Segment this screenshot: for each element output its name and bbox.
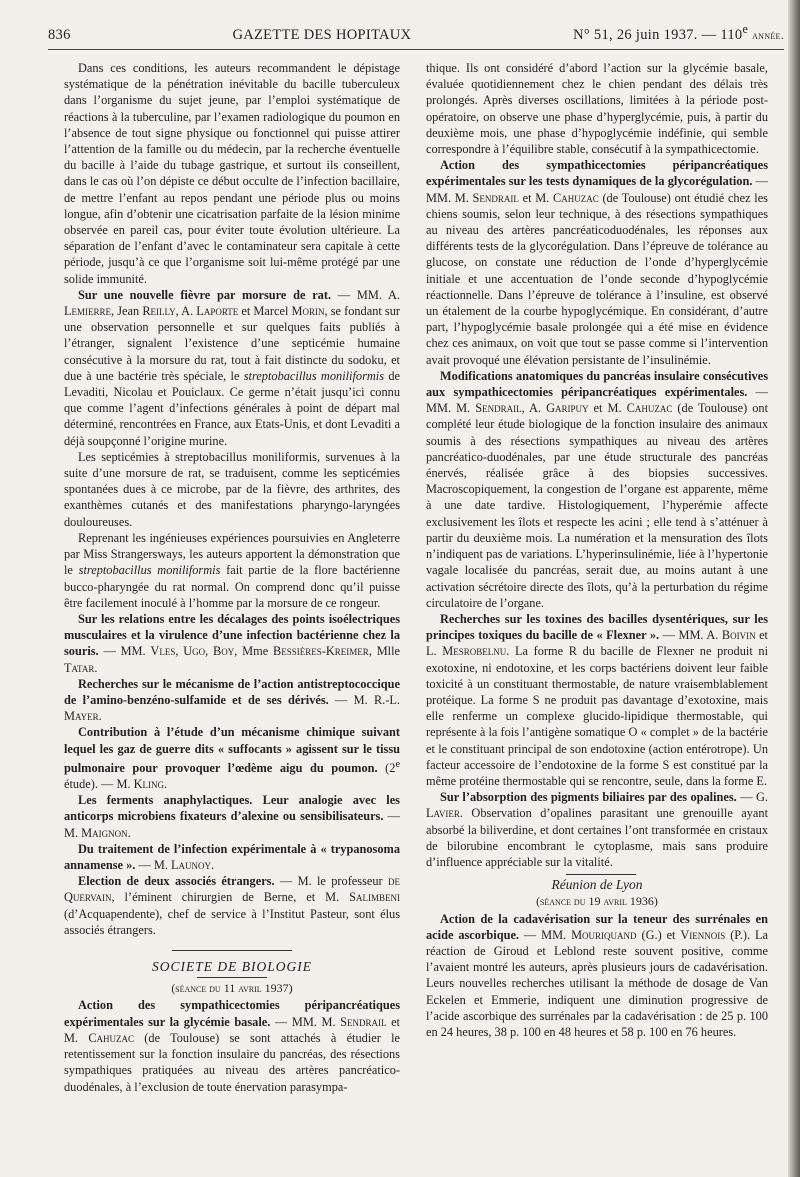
paragraph: Les septicémies à streptobacillus moniliformis, survenues à la suite d’une morsure de rat, se traduisent, comme les septicémies spontanées dues à ce microbe, par de la fièvre, des arthrites, des exanthèmes cutanés et des manifestations pharyngo-laryngées douloureuses.	[64, 449, 400, 529]
article-entry: Recherches sur les toxines des bacilles dysentériques, sur les principes toxiques du bacille de « Flexner ». — MM. A. Boivin et L. Mesrobelnu. La forme R du bacille de Flexner ne produit ni exotoxine, ni endotoxine, et les corps bactériens doivent leur faible toxicité à un constituant thermostable, de nature vraisemblablement protéique. La forme S ne produit pas davantage d’exotoxine, mais elle renferme un complexe glucido-lipidique thermostable, qui représente à la fois l’antigène somatique O « complet » de la bactérie et le constituant principal de son endotoxine (action entérotrope). Un facteur accessoire de l’endotoxine de la forme S est constitué par la même protéine thermostable qui se rencontre, seule, dans la forme E.	[426, 611, 768, 788]
issue-info: N° 51, 26 juin 1937. — 110e année.	[573, 22, 784, 43]
article-entry: Sur une nouvelle fièvre par morsure de rat. — MM. A. Lemierre, Jean Reilly, A. Laporte et Marcel Morin, se fondant sur une observation personnelle et sur quelques faits publiés à l’étranger, signalent l’existence d’une septicémie humaine consécutive à la morsure du rat, tout à fait distincte du sodoku, et due à une bactérie très spéciale, le streptobacillus moniliformis de Levaditi, Nicolau et Pouiclaux. Ce germe n’était jusqu’ici connu que comme l’agent d’infections générales à point de départ mal déterminé, rencontrées en France, aux Etats-Unis, et dont Levaditi a déjà soupçonné l’origine murine.	[64, 287, 401, 448]
article-entry: Action des sympathicectomies péripancréatiques expérimentales sur les tests dynamiques de la glycorégulation. — MM. M. Sendrail et M. Cahuzac (de Toulouse) ont étudié chez les chiens soumis, selon leur technique, à des résections sympathiques au niveau des artères pancréaticoduodénales, les réponses aux différents tests de la glycorégulation. Dans l’épreuve de tolérance au glucose, on constate une réduction de l’onde d’hyperglycémie initiale et une accentuation de l’onde seconde d’hypoglycémie réactionnelle. Dans l’épreuve de tolérance à l’insuline, est observé un étalement de la courbe hypoglycémique. En considérant, d’autre part, l’hypoglycémie basale prolongée qui a été mise en évidence chez ces animaux, on voit que tout se passe comme si l’intervention avait provoqué une élévation persistante de l’insulinémie.	[426, 158, 768, 367]
section-title: Réunion de Lyon	[551, 877, 643, 893]
article-entry: Action de la cadavérisation sur la teneur des surrénales en acide ascorbique. — MM. Mouriquand (G.) et Viennois (P.). La réaction de Giroud et Leblond reste souvent positive, comme l’avaient montré les auteurs, après plusieurs jours de cadavérisation. Leurs nouvelles recherches utilisant la méthode de dosage de Van Eckelen et Emmerie, indiquent une diminution progressive de l’acide ascorbique des surrénales par la cadavérisation : de 25 p. 100 en 24 heures, 38 p. 100 en 48 heures et 58 p. 100 en 76 heures.	[426, 911, 768, 1039]
page-edge	[788, 0, 800, 1177]
article-entry: Sur les relations entre les décalages des points isoélectriques musculaires et la virulence d’une infection bactérienne chez la souris. — MM. Vles, Ugo, Boy, Mme Bessières-Kreimer, Mlle Tatar.	[64, 611, 401, 675]
paragraph: Reprenant les ingénieuses expériences poursuivies en Angleterre par Miss Strangersways, les auteurs apportent la démonstration que le streptobacillus moniliformis fait partie de la flore bactérienne bucco-pharyngée du rat normal. On comprend donc qu’il puisse être facilement inoculé à l’homme par la morsure de ce rongeur.	[64, 530, 401, 610]
session-date: (séance du 11 avril 1937)	[171, 981, 293, 996]
article-entry: Les ferments anaphylactiques. Leur analogie avec les anticorps microbiens fixateurs d’alexine ou sensibilisateurs. — M. Maignon.	[64, 793, 400, 840]
section-title: SOCIETE DE BIOLOGIE	[152, 959, 312, 975]
article-entry: Sur l’absorption des pigments biliaires par des opalines. — G. Lavier. Observation d’opalines parasitant une grenouille ayant absorbé la biliverdine, et dont certaines l’ont transformée en cristaux de bilorubine encombrant le cytoplasme, mais sans produire d’influence appréciable sur la vitalité.	[426, 790, 768, 869]
article-entry: Du traitement de l’infection expérimentale à « trypanosoma annamense ». — M. Launoy.	[64, 841, 400, 873]
section-divider	[566, 874, 636, 875]
article-entry: Action des sympathicectomies péripancréatiques expérimentales sur la glycémie basale. — MM. M. Sendrail et M. Cahuzac (de Toulouse) se sont attachés à étudier le retentissement sur la fonction insulaire du pancréas, des résections sympathiques pratiquées au niveau des artères pancréatico-duodénales, à l’exclusion de toute énervation parasympa-	[64, 998, 400, 1094]
running-header	[48, 22, 784, 50]
session-date: (séance du 19 avril 1936)	[536, 894, 658, 909]
section-divider	[197, 977, 267, 978]
section-divider	[172, 950, 292, 951]
article-entry: Election de deux associés étrangers. — M. le professeur de Quervain, l’éminent chirurgien de Berne, et M. Salimbeni (d’Acquapendente), chef de service à l’Institut Pasteur, sont élus associés étrangers.	[64, 874, 401, 937]
paragraph: Dans ces conditions, les auteurs recommandent le dépistage systématique de la pénétration inévitable du bacille tuberculeux dans l’organisme du sujet jeune, par l’emploi systématique de réactions à la tuberculine, par l’examen radiologique du poumon en l’absence de tout signe physique ou fonctionnel qui puisse attirer l’attention de la famille ou du médecin, par la recherche éventuelle du bacille à l’aide du tubage gastrique, et surtout ils conseillent, dans le cas où l’on dépiste ce début occulte de l’infection bacillaire, de mettre l’enfant au repos pendant une période plus ou moins longue, afin d’obtenir une cicatrisation parfaite de la lésion minime observée en pareil cas, pour éviter toute évolution ultérieure. La séparation de l’enfant d’avec le contaminateur sera capitale à cette période, jusqu’à ce que l’organisme soit lui-même protégé par une solide immunité.	[64, 61, 400, 286]
article-entry: Recherches sur le mécanisme de l’action antistreptococcique de l’amino-benzéno-sulfamide et de ses dérivés. — M. R.-L. Mayer.	[64, 676, 400, 724]
left-column	[64, 60, 400, 1095]
article-entry: Contribution à l’étude d’un mécanisme chimique suivant lequel les gaz de guerre dits « suffocants » agissent sur le tissu pulmonaire pour provoquer l’œdème aigu du poumon. (2e étude). — M. Kling.	[64, 725, 401, 792]
right-column	[426, 60, 768, 1040]
paragraph: thique. Ils ont considéré d’abord l’action sur la glycémie basale, évaluée quotidiennement chez le chien pendant des délais très prolongés. Après diverses oscillations, limitées à la période post-opératoire, on observe une phase d’hyperglycémie, puis, à partir du deuxième mois, une phase d’hypoglycémie indéfinie, qui semble correspondre à l’équilibre stable, consécutif à la sympathicectomie.	[426, 61, 768, 157]
article-entry: Modifications anatomiques du pancréas insulaire consécutives aux sympathicectomies péripancréatiques expérimentales. — MM. M. Sendrail, A. Garipuy et M. Cahuzac (de Toulouse) ont complété leur étude biologique de la fonction insulaire des animaux soumis à des résections sympathiques au niveau des artères pancréatico-duodénales, par une étude structurale des pancréas énervés, réalisée grâce à des biopsies successives. Macroscopiquement, la congestion de l’organe est apparente, même à une date tardive. Histologiquement, l’hyperémie affecte exclusivement les îlots et respecte les acini ; elle tend à s’atténuer à partir du deuxième mois. La numération et la mensuration des îlots n’indiquent pas de variations. L’hyperinsulinémie, liée à l’hypertonie vagale localisée du pancréas, serait due, au moins autant à une activation sécrétoire directe des îlots, qu’à la perturbation du régime circulatoire de l’organe.	[426, 368, 769, 610]
journal-title: GAZETTE DES HOPITAUX	[232, 26, 412, 43]
page-number: 836	[48, 26, 71, 43]
